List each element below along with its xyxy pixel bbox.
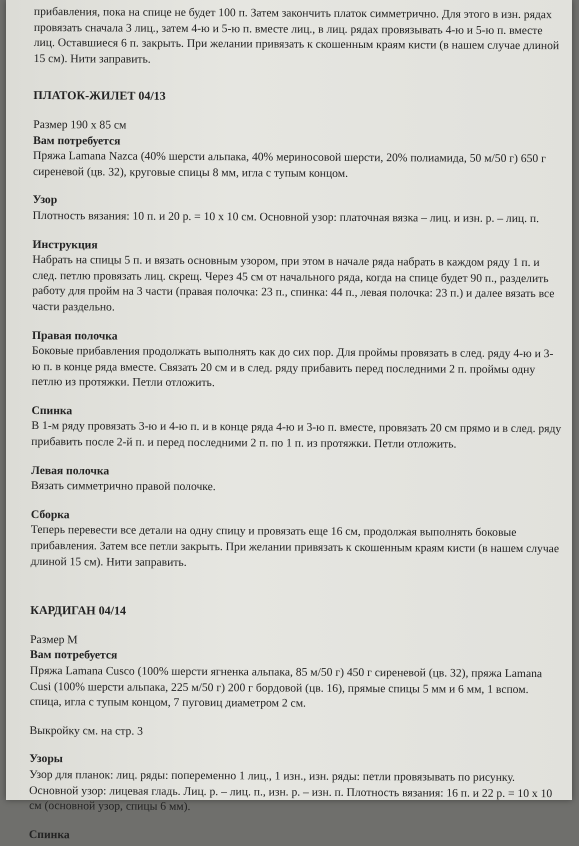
cardigan-needs-text: Пряжа Lamana Cusco (100% шерсти ягненка альпака, 85 м/50 г) 450 г сиреневой (цв. 32), пряжа Lamana Cusi (100% шерсти альпака, 225 м/50 г) 200 г бордовой (цв. 16), прямые спицы 5 мм и 6 мм, 1 вспом. спица, игла с тупым концом, 7 пуговиц диаметром 2 см. — [29, 663, 543, 710]
document-page — [6, 0, 572, 841]
vest-title: ПЛАТОК-ЖИЛЕТ 04/13 — [33, 88, 166, 104]
cardigan-pattern-reference: Выкройку см. на стр. 3 — [29, 723, 143, 738]
vest-assembly-text: Теперь перевести все детали на одну спицу и провязать еще 16 см, продолжая выполнять боковые прибавления. Затем все петли закрыть. При желании привязать к скошенным краям кисти (в нашем случае длиной 15 см). Нити заправить. — [30, 523, 560, 569]
document-text — [29, 4, 564, 846]
vest-needs-text: Пряжа Lamana Nazca (40% шерсти альпака, 40% мериносовой шерсти, 20% полиамида, 50 м/50 г) 650 г сиреневой (цв. 32), круговые спицы 8 мм, игла с тупым концом. — [32, 149, 546, 180]
vest-pattern-heading: Узор — [32, 193, 58, 207]
vest-right-front-text: Боковые прибавления продолжать выполнять как до сих пор. Для проймы провязать в след. ряду 4-ю и 3-ю п. в конце ряда вместе. Связать 20 см и в след. ряду прибавить перед последними 2 п. проймы одну петлю из протяжки. Петли отложить. — [31, 344, 554, 390]
vest-needs-heading: Вам потребуется — [33, 133, 121, 148]
cardigan-back-heading: Спинка — [28, 827, 70, 841]
vest-left-front-heading: Левая полочка — [31, 463, 110, 478]
vest-instructions-heading: Инструкция — [32, 237, 98, 251]
cardigan-title: КАРДИГАН 04/14 — [30, 603, 127, 618]
vest-left-front-text: Вязать симметрично правой полочке. — [31, 479, 216, 494]
vest-pattern-text: Плотность вязания: 10 п. и 20 р. = 10 х 10 см. Основной узор: платочная вязка – лиц. и изн. р. – лиц. п. — [32, 208, 540, 226]
cardigan-needs-heading: Вам потребуется — [29, 648, 118, 662]
vest-size: Размер 190 х 85 см — [33, 117, 127, 132]
cardigan-patterns-text: Узор для планок: лиц. ряды: попеременно 1 лиц., 1 изн., изн. ряды: петли провязывать по рисунку. Основной узор: лицевая гладь. Лиц. р. – лиц. п., изн. р. – изн. п. Плотность вязания: 16 п. и 22 р. = 10 х 10 см (основной узор, спицы 6 мм). — [29, 767, 553, 814]
vest-back-heading: Спинка — [31, 403, 73, 418]
intro-paragraph: прибавления, пока на спице не будет 100 п. Затем закончить платок симметрично. Для этого в изн. рядах провязать сначала 3 лиц., затем 4-ю и 5-ю п. вместе лиц., в лиц. рядах провязывать 4-ю и 5-ю п. вместе лиц. Оставшиеся 6 п. закрыть. При желании привязать к скошенным краям кисти (в нашем случае длиной 15 см). Нити заправить. — [33, 4, 560, 66]
vest-assembly-heading: Сборка — [30, 507, 70, 522]
vest-back-text: В 1-м ряду провязать 3-ю и 4-ю п. и в конце ряда 4-ю и 3-ю п. вместе, провязать 20 см прямо и в след. ряду прибавить после 2-й п. и перед последними 2 п. по 1 п. из протяжки. Петли отложить. — [31, 419, 562, 451]
vest-instructions-text: Набрать на спицы 5 п. и вязать основным узором, при этом в начале ряда набрать в каждом ряду 1 п. и след. петлю провязать лиц. скрещ. Через 45 см от начального ряда, когда на спице будет 90 п., разделить работу для пройм на 3 части (правая полочка: 23 п., спинка: 44 п., левая полочка: 23 п.) и далее вязать все части раздельно. — [32, 253, 555, 314]
vest-right-front-heading: Правая полочка — [31, 328, 118, 343]
cardigan-size: Размер М — [30, 632, 78, 647]
cardigan-patterns-heading: Узоры — [29, 752, 63, 766]
